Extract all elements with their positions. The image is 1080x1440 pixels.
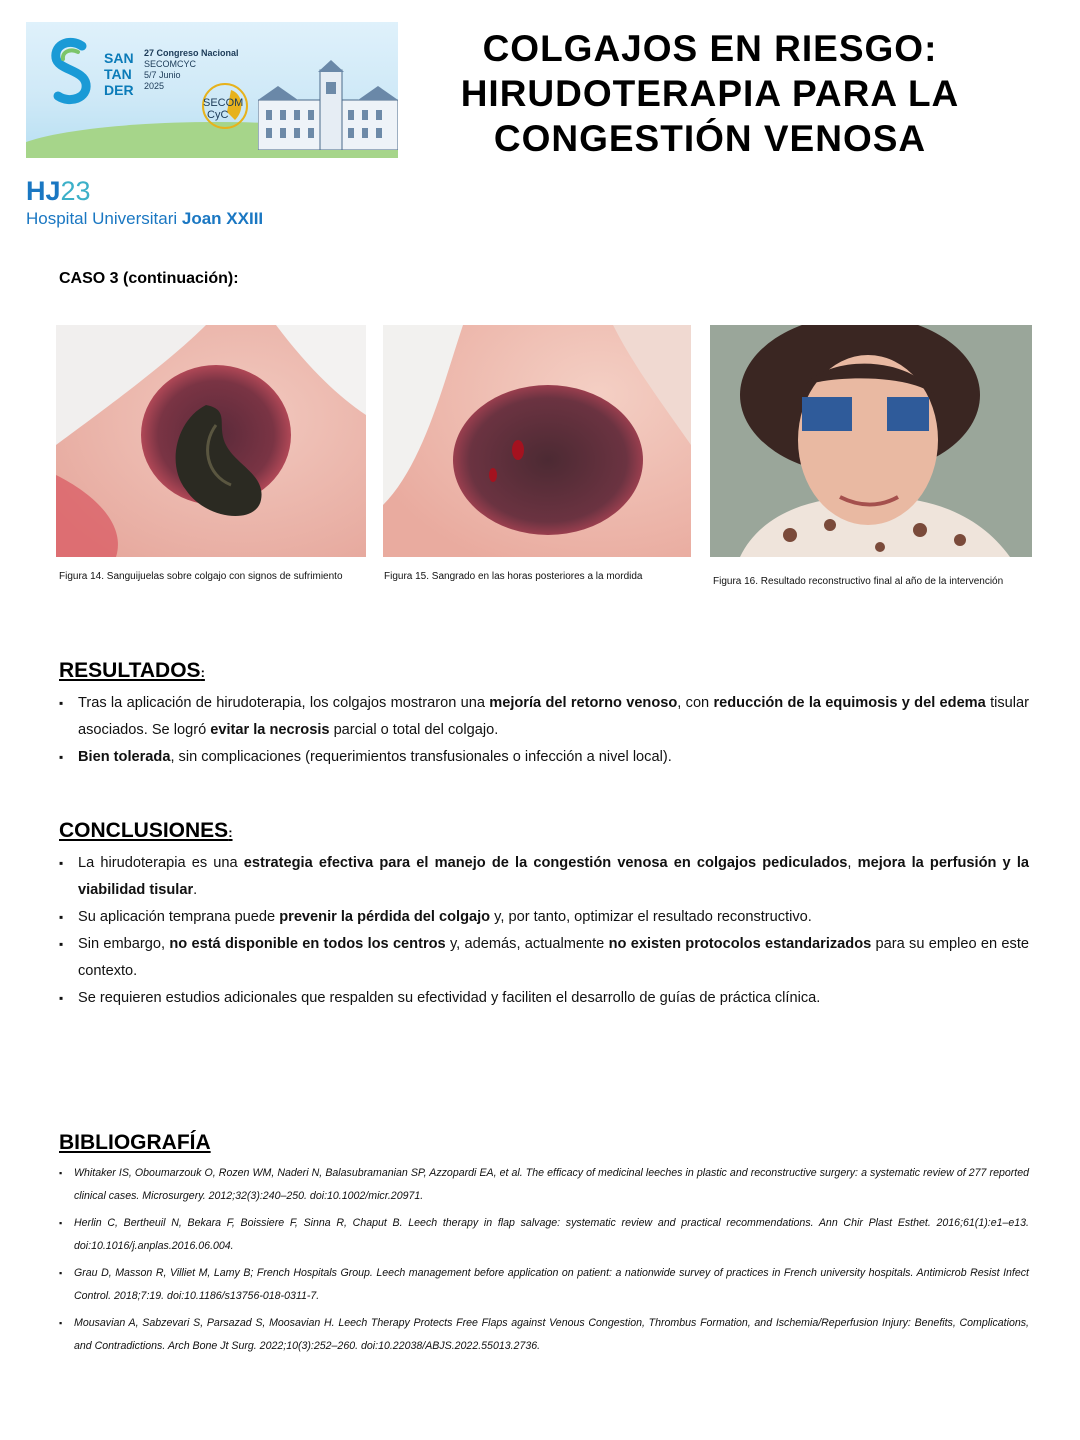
text-run: Se requieren estudios adicionales que respalden su efectividad y faciliten el desarrollo de guías de práctica clínica. <box>78 990 821 1006</box>
text-run: Su aplicación temprana puede <box>78 909 280 925</box>
resultados-list <box>59 690 1029 771</box>
text-run: , con <box>677 695 714 711</box>
congress-banner <box>26 22 398 158</box>
text-run: y, además, actualmente <box>445 936 609 952</box>
bibliografia-heading <box>59 1131 211 1155</box>
list-item <box>59 690 1029 744</box>
congress-dates: 5/7 Junio <box>144 70 181 80</box>
text-run: y, por tanto, optimizar el resultado reconstructivo. <box>490 909 812 925</box>
bold-text: prevenir la pérdida del colgajo <box>279 909 491 925</box>
city-line: SAN <box>104 50 134 66</box>
text-run: , <box>847 855 858 871</box>
hj23-logo <box>26 176 91 206</box>
bold-text: Bien tolerada <box>78 749 171 765</box>
reference-item: ▪ Mousavian A, Sabzevari S, Parsazad S, Moosavian H. Leech Therapy Protects Free Flaps against Venous Congestion, Thrombus Formation, and Ischemia/Reperfusion Injury: Benefits, Complications, and Contradictions. Arch Bone Jt Surg. 2022;10(3):252–260. doi:10.22038/ABJS.2022.55013.2736. <box>59 1312 1029 1358</box>
list-item <box>59 904 1029 931</box>
resultados-heading <box>59 659 205 683</box>
reference-item: ▪ Herlin C, Bertheuil N, Bekara F, Boissiere F, Sinna R, Chaput B. Leech therapy in flap salvage: systematic review and practical recommendations. Ann Chir Plast Esthet. 2016;61(1):e1–e13. doi:10.1016/j.anplas.2016.06.004. <box>59 1212 1029 1258</box>
figure-15-caption: Figura 15. Sangrado en las horas posteriores a la mordida <box>384 571 643 582</box>
text-run: La hirudoterapia es una <box>78 855 244 871</box>
title-line: HIRUDOTERAPIA PARA LA <box>460 73 960 114</box>
city-wordmark <box>104 50 134 98</box>
bold-text: estrategia efectiva para el manejo de la congestión venosa en colgajos pediculados <box>243 855 848 871</box>
palace-illustration-icon <box>258 60 398 150</box>
bold-text: mejora la perfusión y la viabilidad tisular <box>78 855 1029 898</box>
reference-item: ▪ Grau D, Masson R, Villiet M, Lamy B; French Hospitals Group. Leech management before application on patient: a nationwide survey of practices in French university hospitals. Antimicrob Resist Infect Control. 2018;7:19. doi:10.1186/s13756-018-0311-7. <box>59 1262 1029 1308</box>
svg-text:SECOM: SECOM <box>203 97 244 109</box>
list-item <box>59 931 1029 985</box>
text-run: Tras la aplicación de hirudoterapia, los colgajos mostraron una <box>78 695 490 711</box>
hospital-name-bold: Joan XXIII <box>181 209 264 228</box>
conclusiones-heading-text: CONCLUSIONES <box>59 819 229 842</box>
santander-s-logo-icon <box>48 36 94 106</box>
bibliografia-list <box>59 1162 1029 1362</box>
hospital-name-regular: Hospital Universitari <box>26 209 182 228</box>
list-item <box>59 744 1029 771</box>
bold-text: no existen protocolos estandarizados <box>608 936 872 952</box>
conclusiones-list <box>59 850 1029 1012</box>
text-run: . <box>193 882 198 898</box>
heading-colon: : <box>228 825 233 840</box>
list-item <box>59 850 1029 904</box>
case-label: CASO 3 (continuación): <box>59 270 239 287</box>
bold-text: evitar la necrosis <box>210 722 330 738</box>
text-run: parcial o total del colgajo. <box>329 722 499 738</box>
text-run: para su empleo en este contexto. <box>78 936 1030 979</box>
figure-16-caption: Figura 16. Resultado reconstructivo final al año de la intervención <box>713 576 1004 587</box>
congress-name: 27 Congreso Nacional <box>144 48 239 58</box>
secom-logo-icon <box>191 82 259 132</box>
text-run: Sin embargo, <box>78 936 170 952</box>
hj-letters: HJ <box>26 176 61 206</box>
city-line: DER <box>104 82 134 98</box>
text-run: , sin complicaciones (requerimientos transfusionales o infección a nivel local). <box>170 749 672 765</box>
heading-colon: : <box>200 665 205 680</box>
figure-14-caption: Figura 14. Sanguijuelas sobre colgajo con signos de sufrimiento <box>59 571 343 582</box>
poster-title <box>410 26 1010 161</box>
bold-text: no está disponible en todos los centros <box>169 936 446 952</box>
list-item <box>59 985 1029 1012</box>
figure-14-photo <box>56 325 366 557</box>
figure-16-photo <box>710 325 1032 557</box>
bold-text: mejoría del retorno venoso <box>489 695 678 711</box>
title-line: COLGAJOS EN RIESGO: <box>482 28 938 69</box>
resultados-heading-text: RESULTADOS <box>59 659 201 682</box>
hj-number: 23 <box>60 176 91 206</box>
conclusiones-heading <box>59 819 233 843</box>
figure-15-photo <box>383 325 691 557</box>
reference-item: ▪ Whitaker IS, Oboumarzouk O, Rozen WM, Naderi N, Balasubramanian SP, Azzopardi EA, et al. The efficacy of medicinal leeches in plastic and reconstructive surgery: a systematic review of 277 reported clinical cases. Microsurgery. 2012;32(3):240–250. doi:10.1002/micr.20971. <box>59 1162 1029 1208</box>
title-line: CONGESTIÓN VENOSA <box>493 118 927 159</box>
hospital-name <box>26 208 263 230</box>
bibliografia-heading-text: BIBLIOGRAFÍA <box>59 1131 211 1154</box>
congress-society: SECOMCYC <box>144 59 197 69</box>
svg-text:CyC: CyC <box>207 109 229 121</box>
congress-year: 2025 <box>144 81 165 91</box>
city-line: TAN <box>104 66 132 82</box>
text-run: tisular asociados. Se logró <box>78 695 1030 738</box>
bold-text: reducción de la equimosis y del edema <box>713 695 986 711</box>
